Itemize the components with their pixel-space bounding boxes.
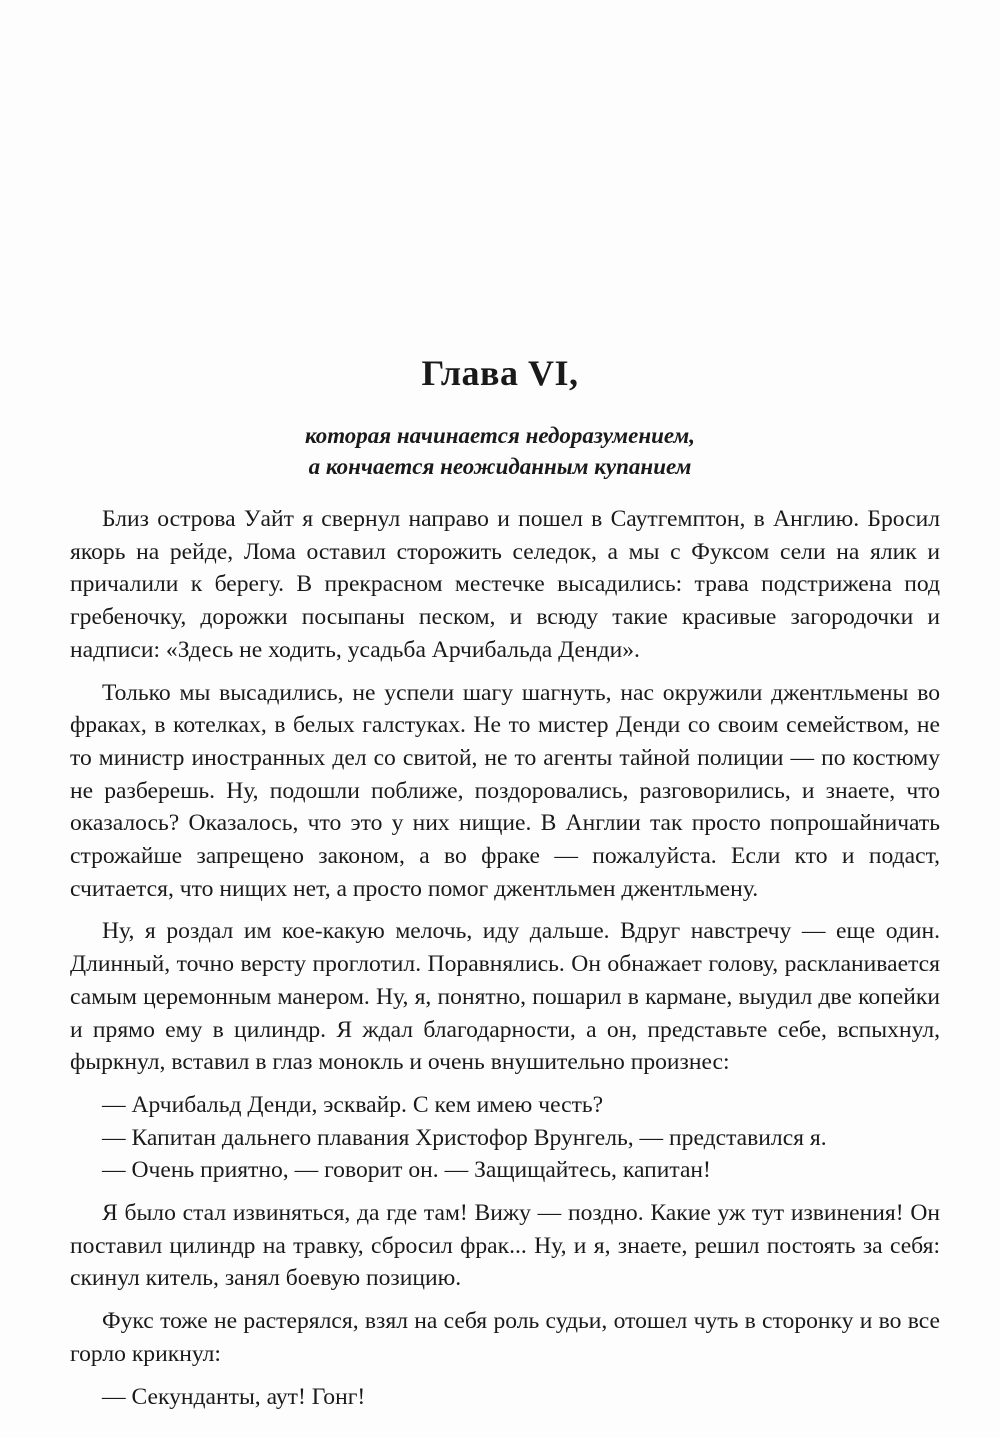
dialog-line: — Очень приятно, — говорит он. — Защищайтесь, капитан! — [102, 1157, 711, 1184]
dialog-line: — Капитан дальнего плавания Христофор Врунгель, — представился я. — [102, 1124, 827, 1151]
paragraph: Близ острова Уайт я свернул направо и пошел в Саутгемптон, в Англию. Бросил якорь на рейде, Лома оставил сторожить селедок, а мы с Фуксом сели на ялик и причалили к берегу. В прекрасном местечке высадились: трава подстрижена под гребеночку, дорожки посыпаны песком, и всюду такие красивые загородочки и надписи: «Здесь не ходить, усадьба Арчибальда Денди». — [70, 506, 940, 663]
dialog-line: — Секунданты, аут! Гонг! — [102, 1383, 366, 1410]
dialog-line: — Арчибальд Денди, эсквайр. С кем имею честь? — [102, 1091, 604, 1118]
chapter-body — [70, 503, 940, 1413]
chapter-subtitle — [0, 420, 1000, 482]
subtitle-line: которая начинается недоразумением, — [304, 423, 696, 448]
subtitle-line: а кончается неожиданным купанием — [308, 454, 692, 479]
paragraph: Я было стал извиняться, да где там! Вижу — поздно. Какие уж тут извинения! Он поставил цилиндр на травку, сбросил фрак... Ну, и я, знаете, решил постоять за себя: скинул китель, занял боевую позицию. — [70, 1200, 940, 1292]
paragraph: Фукс тоже не растерялся, взял на себя роль судьи, отошел чуть в сторонку и во все горло крикнул: — [70, 1308, 940, 1367]
paragraph: Ну, я роздал им кое-какую мелочь, иду дальше. Вдруг навстречу — еще один. Длинный, точно версту проглотил. Поравнялись. Он обнажает голову, раскланивается самым церемонным манером. Ну, я, понятно, пошарил в кармане, выудил две копейки и прямо ему в цилиндр. Я ждал благодарности, а он, представьте себе, вспыхнул, фыркнул, вставил в глаз монокль и очень внушительно произнес: — [70, 918, 940, 1076]
chapter-title: Глава VI, — [421, 353, 579, 393]
paragraph: Только мы высадились, не успели шагу шагнуть, нас окружили джентльмены во фраках, в котелках, в белых галстуках. Не то мистер Денди со своим семейством, не то министр иностранных дел со свитой, не то агенты тайной полиции — по костюму не разберешь. Ну, подошли поближе, поздоровались, разговорились, и знаете, что оказалось? Оказалось, что это у них нищие. В Англии так просто попрошайничать строжайше запрещено законом, а во фраке — пожалуйста. Если кто и подаст, считается, что нищих нет, а просто помог джентльмен джентльмену. — [70, 679, 940, 902]
